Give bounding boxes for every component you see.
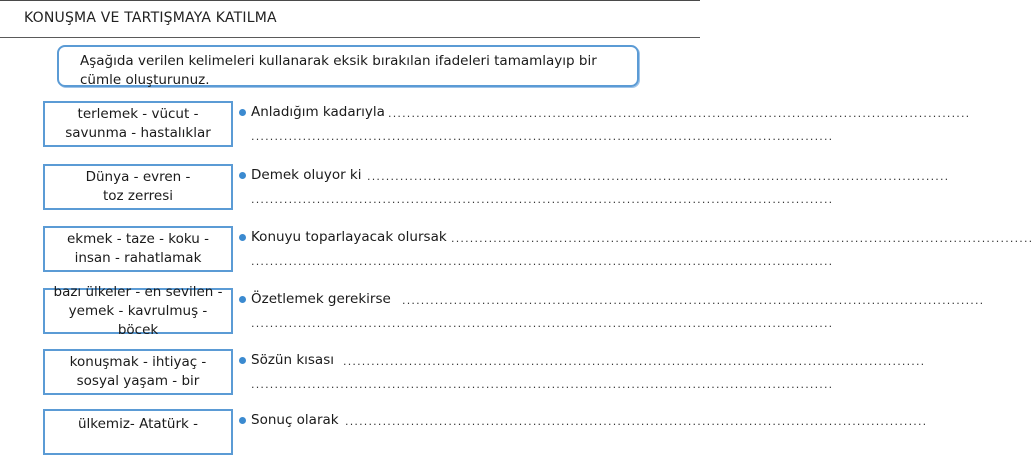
exercise-row-3 bbox=[0, 226, 1033, 276]
bullet-icon bbox=[239, 417, 246, 424]
answer-blank[interactable]: ............................................................................................................................ bbox=[451, 232, 1033, 245]
bullet-icon bbox=[239, 296, 246, 303]
answer-blank[interactable]: ............................................................................................................................ bbox=[402, 294, 985, 307]
word-line: sosyal yaşam - bir bbox=[76, 373, 200, 389]
word-box bbox=[43, 349, 233, 395]
sentence-prompt: Demek oluyor ki bbox=[251, 167, 362, 183]
sentence-prompt: Özetlemek gerekirse bbox=[251, 291, 391, 307]
exercise-row-4 bbox=[0, 283, 985, 338]
word-box bbox=[43, 101, 233, 147]
exercise-row-2 bbox=[0, 164, 950, 214]
exercise-row-1 bbox=[0, 101, 971, 151]
answer-blank[interactable]: ............................................................................................................................ bbox=[251, 255, 834, 268]
word-line: Dünya - evren - bbox=[85, 169, 191, 185]
bullet-icon bbox=[239, 234, 246, 241]
word-line: toz zerresi bbox=[103, 188, 173, 204]
answer-blank[interactable]: ............................................................................................................................ bbox=[251, 193, 834, 206]
sentence-prompt: Konuyu toparlayacak olursak bbox=[251, 229, 447, 245]
word-line: ekmek - taze - koku - bbox=[67, 231, 209, 247]
answer-blank[interactable]: ............................................................................................................................ bbox=[251, 130, 834, 143]
bullet-icon bbox=[239, 109, 246, 116]
sentence-prompt: Anladığım kadarıyla bbox=[251, 104, 385, 120]
header-divider bbox=[0, 37, 700, 38]
word-line: ülkemiz- Atatürk - bbox=[77, 416, 199, 432]
exercise-row-5 bbox=[0, 349, 926, 399]
word-box bbox=[43, 409, 233, 455]
answer-blank[interactable]: ............................................................................................................................ bbox=[251, 378, 834, 391]
word-box bbox=[43, 226, 233, 272]
word-line: yemek - kavrulmuş - böcek bbox=[68, 302, 208, 338]
exercise-row-6 bbox=[0, 409, 928, 459]
answer-blank[interactable]: ............................................................................................................................ bbox=[367, 170, 950, 183]
instruction-box: Aşağıda verilen kelimeleri kullanarak eksik bırakılan ifadeleri tamamlayıp bir cümle oluşturunuz. bbox=[57, 45, 639, 87]
word-line: konuşmak - ihtiyaç - bbox=[69, 354, 207, 370]
answer-blank[interactable]: ............................................................................................................................ bbox=[343, 355, 926, 368]
word-line: terlemek - vücut - bbox=[77, 106, 199, 122]
section-title: KONUŞMA VE TARTIŞMAYA KATILMA bbox=[24, 10, 277, 26]
answer-blank[interactable]: ............................................................................................................................ bbox=[251, 317, 834, 330]
word-box bbox=[43, 164, 233, 210]
sentence-prompt: Sözün kısası bbox=[251, 352, 334, 368]
sentence-prompt: Sonuç olarak bbox=[251, 412, 339, 428]
word-line: savunma - hastalıklar bbox=[65, 125, 211, 141]
answer-blank[interactable]: ............................................................................................................................ bbox=[345, 415, 928, 428]
word-box bbox=[43, 283, 233, 338]
bullet-icon bbox=[239, 357, 246, 364]
bullet-icon bbox=[239, 172, 246, 179]
word-line: insan - rahatlamak bbox=[74, 250, 202, 266]
word-line: bazı ülkeler - en sevilen - bbox=[53, 283, 223, 300]
answer-blank[interactable]: ............................................................................................................................ bbox=[388, 107, 971, 120]
top-border bbox=[0, 0, 700, 1]
